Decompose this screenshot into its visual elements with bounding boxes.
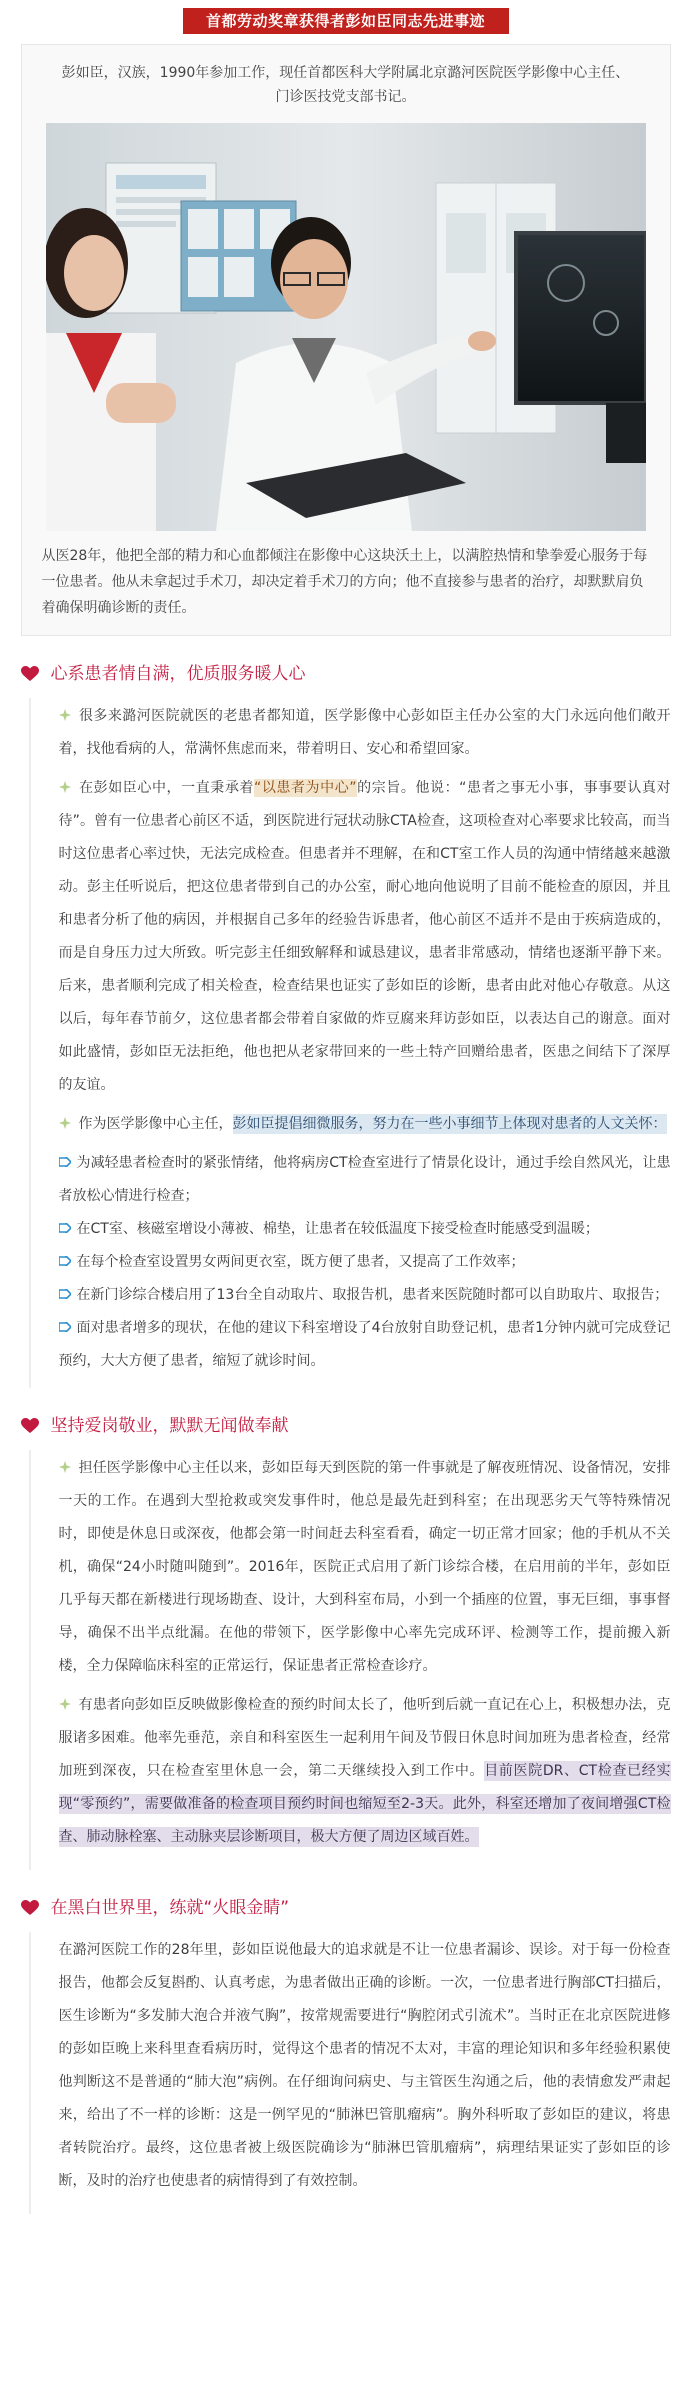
leaf-bullet-icon (59, 1461, 71, 1473)
leaf-bullet-icon (59, 1117, 71, 1129)
list-item (59, 1279, 671, 1312)
heart-icon (21, 1418, 39, 1434)
list-item-text: 在CT室、核磁室增设小薄被、棉垫，让患者在较低温度下接受检查时能感受到温暖； (76, 1221, 599, 1237)
intro-text: 彭如臣，汉族，1990年参加工作，现任首都医科大学附属北京潞河医院医学影像中心主任、门诊医技党支部书记。 (61, 65, 630, 105)
leaf-bullet-icon (59, 1698, 71, 1710)
section-title: 坚持爱岗敬业，默默无闻做奉献 (50, 1416, 289, 1436)
service-list (59, 1147, 671, 1378)
leaf-bullet-icon (59, 781, 71, 793)
section-patient-care (21, 662, 671, 1388)
section-title: 心系患者情自满，优质服务暖人心 (50, 664, 306, 684)
list-item-text: 在新门诊综合楼启用了13台全自动取片、取报告机，患者来医院随时都可以自助取片、取报告； (76, 1287, 669, 1303)
list-item (59, 1147, 671, 1213)
heart-icon (21, 1900, 39, 1916)
paragraph-text: 担任医学影像中心主任以来，彭如臣每天到医院的第一件事就是了解夜班情况、设备情况，安排一天的工作。在遇到大型抢救或突发事件时，他总是最先赶到科室；在出现恶劣天气等特殊情况时，即使是休息日或深夜，他都会第一时间赶去科室看看，确定一切正常才回家；他的手机从不关机，确保“24小时随叫随到”。2016年，医院正式启用了新门诊综合楼，在启用前的半年，彭如臣几乎每天都在新楼进行现场勘查、设计，大到科室布局，小到一个插座的位置，事无巨细，事事督导，确保不出半点纰漏。在他的带领下，医学影像中心率先完成环评、检测等工作，提前搬入新楼，全力保障临床科室的正常运行，保证患者正常检查诊疗。 (58, 1460, 671, 1674)
section-title: 在黑白世界里，练就“火眼金睛” (50, 1898, 290, 1918)
paragraph (59, 1108, 671, 1141)
photo-caption: 从医28年，他把全部的精力和心血都倾注在影像中心这块沃土上，以满腔热情和挚拳爱心服务于每一位患者。他从未拿起过手术刀，却决定着手术刀的方向；他不直接参与患者的治疗，却默默肩负着确保明确诊断的责任。 (41, 548, 648, 616)
section-header (21, 1414, 671, 1438)
paragraph-text: 很多来潞河医院就医的老患者都知道，医学影像中心彭如臣主任办公室的大门永远向他们敞开着，找他看病的人，常满怀焦虑而来，带着明日、安心和希望回家。 (58, 708, 671, 757)
highlighted-text: 目前医院DR、CT检查已经实现“零预约”，需要做准备的检查项目预约时间也缩短至2-3天。此外，科室还增加了夜间增强CT检查、肺动脉栓塞、主动脉夹层诊断项目，极大方便了周边区域百姓。 (58, 1763, 671, 1845)
highlighted-text: 彭如臣提倡细微服务，努力在一些小事细节上体现对患者的人文关怀： (232, 1116, 667, 1132)
paragraph (59, 772, 671, 1102)
section-dedication (21, 1414, 671, 1870)
leaf-bullet-icon (59, 709, 71, 721)
paragraph-text: 作为医学影像中心主任， (78, 1116, 233, 1132)
list-item-text: 面对患者增多的现状，在他的建议下科室增设了4台放射自助登记机，患者1分钟内就可完成登记预约，大大方便了患者，缩短了就诊时间。 (58, 1320, 671, 1369)
paragraph (59, 1689, 671, 1854)
paragraph-text: 在彭如臣心中，一直秉承着 (78, 780, 254, 796)
list-item-text: 在每个检查室设置男女两间更衣室，既方便了患者，又提高了工作效率； (76, 1254, 525, 1270)
paragraph-text: 的宗旨。他说：“患者之事无小事，事事要认真对待”。曾有一位患者心前区不适，到医院进行冠状动脉CTA检查，这项检查对心率要求比较高，而当时这位患者心率过快，无法完成检查。但患者并不理解，在和CT室工作人员的沟通中情绪越来越激动。彭主任听说后，把这位患者带到自己的办公室，耐心地向他说明了目前不能检查的原因，并且和患者分析了他的病因，并根据自己多年的经验告诉患者，他心前区不适并不是由于疾病造成的，而是自身压力过大所致。听完彭主任细致解释和诚恳建议，患者非常感动，情绪也逐渐平静下来。后来，患者顺利完成了相关检查，检查结果也证实了彭如臣的诊断，患者由此对他心存敬意。从这以后，每年春节前夕，这位患者都会带着自家做的炸豆腐来拜访彭如臣，以表达自己的谢意。面对如此盛情，彭如臣无法拒绝，他也把从老家带回来的一些土特产回赠给患者，医患之间结下了深厚的友谊。 (58, 780, 671, 1093)
section-body (29, 698, 671, 1388)
arrow-right-icon (59, 1223, 71, 1233)
section-header (21, 1896, 671, 1920)
section-body (29, 1450, 671, 1870)
section-diagnosis (21, 1896, 671, 2214)
paragraph (59, 700, 671, 766)
arrow-right-icon (59, 1157, 71, 1167)
arrow-right-icon (59, 1256, 71, 1266)
doctor-photo (46, 123, 646, 531)
paragraph (59, 1452, 671, 1683)
paragraph: 在潞河医院工作的28年里，彭如臣说他最大的追求就是不让一位患者漏诊、误诊。对于每一份检查报告，他都会反复斟酌、认真考虑，为患者做出正确的诊断。一次，一位患者进行胸部CT扫描后，医生诊断为“多发肺大泡合并液气胸”，按常规需要进行“胸腔闭式引流术”。当时正在北京医院进修的彭如臣晚上来科里查看病历时，觉得这个患者的情况不太对，丰富的理论知识和多年经验积累使他判断这不是普通的“肺大泡”病例。在仔细询问病史、与主管医生沟通之后，他的表情愈发严肃起来，给出了不一样的诊断：这是一例罕见的“肺淋巴管肌瘤病”。胸外科听取了彭如臣的建议，将患者转院治疗。最终，这位患者被上级医院确诊为“肺淋巴管肌瘤病”，病理结果证实了彭如臣的诊断，及时的治疗也使患者的病情得到了有效控制。 (58, 1942, 671, 2189)
title-banner: 首都劳动奖章获得者彭如臣同志先进事迹 (183, 8, 509, 34)
section-body (29, 1932, 671, 2214)
list-item (59, 1312, 671, 1378)
list-item (59, 1246, 671, 1279)
intro-card (21, 44, 671, 636)
arrow-right-icon (59, 1289, 71, 1299)
heart-icon (21, 666, 39, 682)
section-header (21, 662, 671, 686)
arrow-right-icon (59, 1322, 71, 1332)
paragraph-text: 有患者向彭如臣反映做影像检查的预约时间太长了，他听到后就一直记在心上，积极想办法，克服诸多困难。他率先垂范，亲自和科室医生一起利用午间及节假日休息时间加班为患者检查，经常加班到深夜，只在检查室里休息一会，第二天继续投入到工作中。 (58, 1697, 671, 1779)
list-item (59, 1213, 671, 1246)
highlighted-text: “以患者为中心” (254, 780, 357, 796)
list-item-text: 为减轻患者检查时的紧张情绪，他将病房CT检查室进行了情景化设计，通过手绘自然风光，让患者放松心情进行检查； (58, 1155, 671, 1204)
doctor-photo-illustration (46, 123, 646, 531)
